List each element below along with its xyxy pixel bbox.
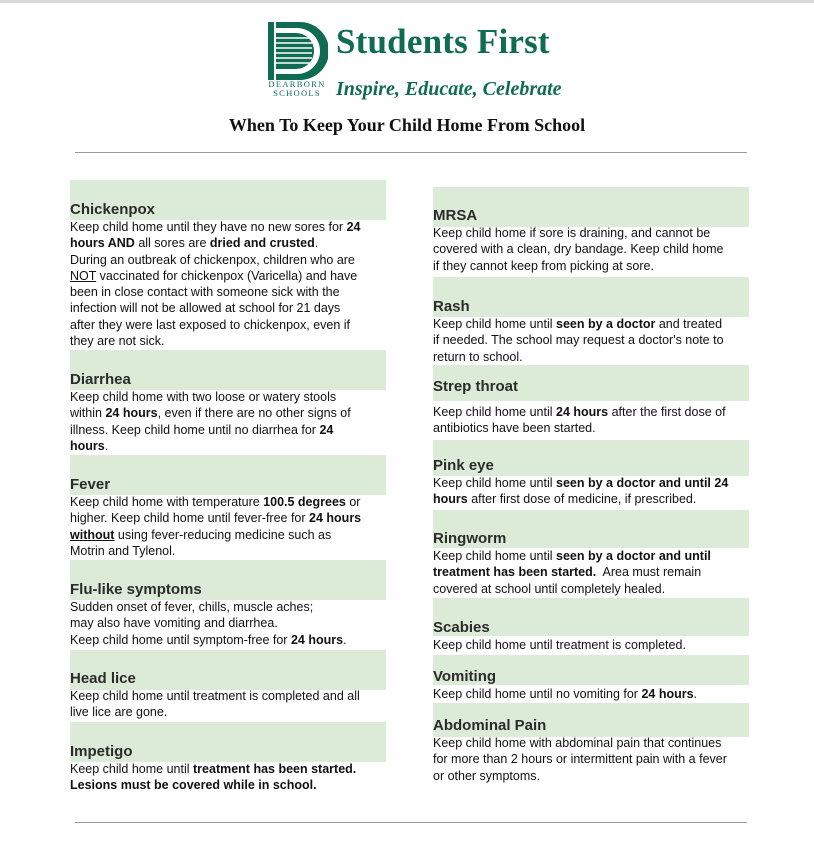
- section-rash: [433, 277, 749, 365]
- section-heading: Head lice: [70, 670, 136, 687]
- text: Keep child home until they have no new sores for: [70, 220, 344, 234]
- section-heading: Pink eye: [433, 457, 494, 474]
- text: Keep child home with two loose or watery stools: [70, 390, 337, 404]
- section-body: [70, 389, 386, 454]
- section-heading: Rash: [433, 298, 470, 315]
- text: or: [349, 495, 361, 509]
- section-heading: Impetigo: [70, 743, 133, 760]
- section-heading: Flu-like symptoms: [70, 581, 202, 598]
- text: higher. Keep child home until fever-free for: [70, 511, 306, 526]
- text: illness. Keep child home until no diarrhea for: [70, 422, 316, 437]
- brand-name: Students First: [336, 22, 550, 61]
- text: , even if there are no other signs of: [157, 406, 351, 421]
- text-bold: hours: [433, 492, 468, 507]
- section-body: [433, 404, 749, 437]
- section-heading: Chickenpox: [70, 201, 156, 218]
- text-bold: treatment has been started.: [193, 762, 357, 776]
- text-bold: 24 hours: [641, 687, 694, 701]
- text: Motrin and Tylenol.: [70, 543, 176, 558]
- section-abdominal-pain: [433, 703, 749, 784]
- text: using fever-reducing medicine such as: [117, 527, 332, 542]
- text: and treated: [658, 317, 723, 331]
- text-bold: seen by a doctor: [556, 317, 656, 331]
- text-bold: 100.5 degrees: [263, 495, 346, 509]
- text: live lice are gone.: [70, 705, 168, 720]
- section-heading: Scabies: [433, 619, 490, 636]
- text-bold: 24 hours: [290, 632, 344, 647]
- text: infection will not be allowed at school for 21 days: [70, 301, 341, 316]
- text: .: [104, 438, 109, 453]
- text: Keep child home with temperature: [70, 495, 260, 509]
- text: all sores are: [138, 236, 207, 251]
- text: they are not sick.: [70, 334, 165, 349]
- text: within: [70, 406, 102, 421]
- tagline: Inspire, Educate, Celebrate: [336, 78, 562, 100]
- section-body: [433, 548, 749, 597]
- text: Keep child home until: [433, 317, 553, 331]
- section-heading: Abdominal Pain: [433, 717, 547, 734]
- text-bold: 24: [319, 422, 334, 437]
- text: Keep child home until treatment is completed.: [433, 638, 686, 652]
- section-ringworm: [433, 510, 749, 597]
- text: if they cannot keep from picking at sore.: [433, 258, 654, 273]
- section-body: [433, 637, 749, 653]
- text-bold: seen by a doctor and until 24: [556, 476, 729, 490]
- section-pink-eye: [433, 440, 749, 508]
- text: Keep child home with abdominal pain that continues: [433, 736, 722, 750]
- top-divider: [75, 152, 747, 153]
- text-bold: hours AND: [70, 236, 135, 251]
- text: Keep child home until: [433, 476, 553, 490]
- text: may also have vomiting and diarrhea.: [70, 616, 278, 631]
- text-bold: 24: [346, 220, 361, 234]
- text-bold: 24 hours: [309, 511, 362, 526]
- text: Keep child home until treatment is completed and all: [70, 689, 360, 703]
- section-body: [70, 599, 386, 648]
- text-bold: Lesions must be covered while in school.: [70, 778, 317, 793]
- text-underline: without: [70, 527, 115, 542]
- text-bold: treatment has been started.: [433, 565, 597, 580]
- text: covered with a clean, dry bandage. Keep child home: [433, 242, 724, 257]
- section-fever: [70, 455, 386, 559]
- text: Area must remain: [602, 565, 702, 580]
- section-chickenpox: [70, 180, 386, 349]
- section-body: [70, 494, 386, 559]
- section-heading: Strep throat: [433, 378, 519, 395]
- section-body: [70, 219, 386, 349]
- section-mrsa: [433, 187, 749, 274]
- text: Keep child home until no vomiting for: [433, 687, 638, 701]
- text: for more than 2 hours or intermittent pain with a fever: [433, 752, 727, 767]
- text: or other symptoms.: [433, 768, 540, 783]
- section-heading: Diarrhea: [70, 371, 131, 388]
- text-underline: NOT: [70, 268, 97, 283]
- text-bold: hours: [70, 438, 105, 453]
- text: .: [343, 632, 347, 647]
- section-heading: Fever: [70, 476, 111, 493]
- section-body: [70, 761, 386, 794]
- section-body: [433, 225, 749, 274]
- text: return to school.: [433, 349, 523, 364]
- section-strep-throat: [433, 365, 749, 437]
- section-impetigo: [70, 722, 386, 794]
- district-line-2: SCHOOLS: [273, 88, 321, 98]
- text: after first dose of medicine, if prescribed.: [471, 492, 697, 507]
- section-heading: Ringworm: [433, 530, 507, 547]
- section-body: [433, 686, 749, 702]
- section-diarrhea: [70, 350, 386, 454]
- text: .: [693, 687, 698, 701]
- page-title: When To Keep Your Child Home From School: [228, 115, 586, 135]
- section-flu-like-symptoms: [70, 560, 386, 648]
- text: Keep child home until: [433, 405, 553, 419]
- section-head-lice: [70, 650, 386, 721]
- text-bold: 24 hours: [556, 405, 609, 419]
- district-line-1: DEARBORN: [268, 79, 326, 89]
- text: Keep child home if sore is draining, and cannot be: [433, 226, 711, 240]
- text-bold: 24 hours: [105, 406, 158, 421]
- text: Sudden onset of fever, chills, muscle aches;: [70, 600, 314, 614]
- section-body: [433, 735, 749, 784]
- text: Keep child home until: [70, 762, 190, 776]
- dearborn-d-logo-icon: [266, 20, 328, 82]
- text: covered at school until completely healed.: [433, 581, 666, 596]
- text: Keep child home until symptom-free for: [70, 632, 288, 647]
- section-body: [433, 475, 749, 508]
- section-body: [433, 316, 749, 365]
- text: Keep child home until: [433, 549, 553, 563]
- section-heading: MRSA: [433, 207, 478, 224]
- text: if needed. The school may request a doctor's note to: [433, 333, 724, 348]
- text-bold: seen by a doctor and until: [556, 549, 711, 563]
- text: after the first dose of: [611, 405, 726, 419]
- text: During an outbreak of chickenpox, children who are: [70, 252, 355, 267]
- top-border: [0, 0, 814, 3]
- section-vomiting: [433, 655, 749, 702]
- text: after they were last exposed to chickenpox, even if: [70, 317, 351, 332]
- section-scabies: [433, 598, 749, 653]
- text: vaccinated for chickenpox (Varicella) and have: [99, 268, 358, 283]
- text: been in close contact with someone sick with the: [70, 285, 340, 300]
- text-bold: dried and crusted: [209, 236, 315, 251]
- text: antibiotics have been started.: [433, 421, 596, 436]
- bottom-divider: [75, 822, 747, 823]
- text: .: [314, 236, 319, 251]
- section-heading: Vomiting: [433, 668, 497, 685]
- section-body: [70, 688, 386, 721]
- district-name: [266, 80, 328, 98]
